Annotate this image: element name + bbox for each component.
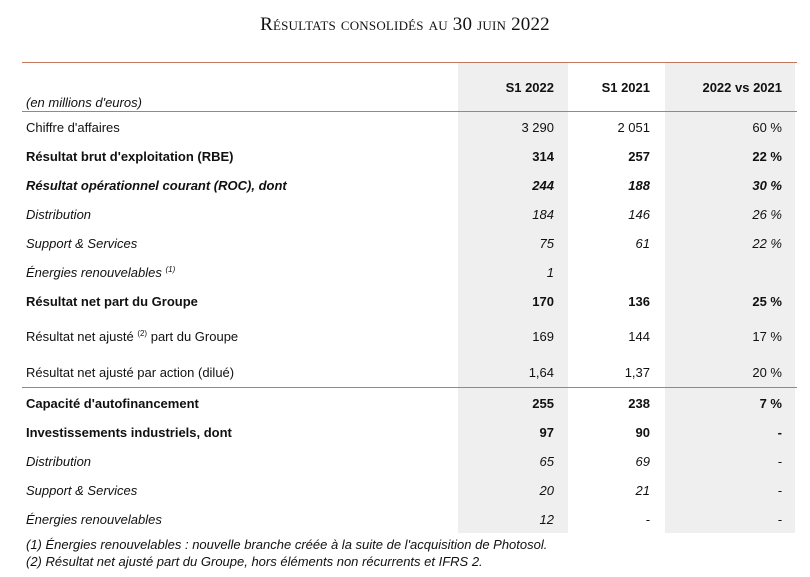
table-row bbox=[0, 233, 810, 255]
value-variation: - bbox=[777, 454, 782, 469]
value-s1-2022: 170 bbox=[532, 294, 554, 309]
value-s1-2021: 1,37 bbox=[624, 365, 650, 380]
table-row bbox=[0, 393, 810, 415]
table-row bbox=[0, 262, 810, 284]
row-label: Résultat opérationnel courant (ROC), dont bbox=[26, 178, 287, 193]
row-label: Distribution bbox=[26, 207, 92, 222]
row-label bbox=[26, 326, 238, 348]
value-s1-2022: 20 bbox=[539, 483, 554, 498]
row-label: Investissements industriels, dont bbox=[26, 425, 232, 440]
page-title: Résultats consolidés au 30 juin 2022 bbox=[260, 14, 550, 35]
value-variation: 22 % bbox=[752, 236, 782, 251]
value-s1-2021: 238 bbox=[628, 396, 650, 411]
value-variation: 17 % bbox=[752, 329, 782, 344]
value-s1-2021: 188 bbox=[628, 178, 650, 193]
value-variation: 26 % bbox=[752, 207, 782, 222]
value-s1-2022: 3 290 bbox=[521, 120, 554, 135]
row-label: Résultat net part du Groupe bbox=[26, 294, 198, 309]
value-s1-2022: 314 bbox=[532, 149, 554, 164]
table-row bbox=[0, 326, 810, 348]
value-s1-2022: 169 bbox=[532, 329, 554, 344]
value-s1-2021: 21 bbox=[635, 483, 650, 498]
row-label: Résultat net ajusté par action (dilué) bbox=[26, 365, 235, 380]
row-label: Résultat brut d'exploitation (RBE) bbox=[26, 149, 234, 164]
table-row bbox=[0, 117, 810, 139]
value-variation: 60 % bbox=[752, 120, 782, 135]
table-row bbox=[0, 175, 810, 197]
column-header-s1-2022: S1 2022 bbox=[505, 80, 554, 95]
value-s1-2022: 97 bbox=[539, 425, 554, 440]
footnote-ref: (1) bbox=[165, 265, 176, 274]
row-label-suffix: part du Groupe bbox=[150, 329, 239, 344]
footnote-ref: (2) bbox=[137, 329, 148, 338]
footnotes bbox=[26, 536, 547, 570]
column-header-variation: 2022 vs 2021 bbox=[702, 80, 782, 95]
row-label: Énergies renouvelables bbox=[26, 512, 162, 527]
value-s1-2022: 184 bbox=[532, 207, 554, 222]
value-s1-2021: 146 bbox=[628, 207, 650, 222]
value-s1-2022: 1,64 bbox=[528, 365, 554, 380]
table-row bbox=[0, 480, 810, 502]
value-s1-2022: 244 bbox=[532, 178, 554, 193]
value-variation: - bbox=[777, 512, 782, 527]
value-variation: 30 % bbox=[752, 178, 782, 193]
row-label: Distribution bbox=[26, 454, 92, 469]
value-variation: 22 % bbox=[752, 149, 782, 164]
value-s1-2021: 136 bbox=[628, 294, 650, 309]
row-label-text: Énergies renouvelables bbox=[26, 265, 162, 280]
value-variation: - bbox=[777, 483, 782, 498]
value-s1-2022: 255 bbox=[532, 396, 554, 411]
value-variation: 20 % bbox=[752, 365, 782, 380]
value-s1-2021: - bbox=[645, 512, 650, 527]
row-label: Support & Services bbox=[26, 236, 138, 251]
value-variation: - bbox=[777, 425, 782, 440]
table-row bbox=[0, 422, 810, 444]
row-label: Support & Services bbox=[26, 483, 138, 498]
row-label-text: Résultat net ajusté bbox=[26, 329, 134, 344]
value-s1-2022: 75 bbox=[539, 236, 554, 251]
value-s1-2021: 90 bbox=[635, 425, 650, 440]
value-s1-2022: 65 bbox=[539, 454, 554, 469]
row-label: Capacité d'autofinancement bbox=[26, 396, 199, 411]
row-label: Chiffre d'affaires bbox=[26, 120, 120, 135]
footnote-2: (2) Résultat net ajusté part du Groupe, hors éléments non récurrents et IFRS 2. bbox=[26, 554, 483, 569]
value-s1-2021: 257 bbox=[628, 149, 650, 164]
value-variation: 25 % bbox=[752, 294, 782, 309]
table-row bbox=[0, 509, 810, 531]
header-rule bbox=[22, 111, 797, 112]
value-s1-2021: 2 051 bbox=[617, 120, 650, 135]
row-label bbox=[26, 262, 175, 284]
unit-label: (en millions d'euros) bbox=[26, 95, 142, 110]
table-row bbox=[0, 146, 810, 168]
value-s1-2021: 61 bbox=[635, 236, 650, 251]
value-s1-2021: 69 bbox=[635, 454, 650, 469]
value-s1-2022: 12 bbox=[539, 512, 554, 527]
value-s1-2022: 1 bbox=[546, 265, 554, 280]
value-s1-2021: 144 bbox=[628, 329, 650, 344]
column-header-s1-2021: S1 2021 bbox=[601, 80, 650, 95]
footnote-1: (1) Énergies renouvelables : nouvelle branche créée à la suite de l'acquisition de Photosol. bbox=[26, 537, 548, 552]
table-row bbox=[0, 291, 810, 313]
table-row bbox=[0, 451, 810, 473]
table-row bbox=[0, 362, 810, 384]
table-row bbox=[0, 204, 810, 226]
value-variation: 7 % bbox=[759, 396, 782, 411]
section-rule bbox=[22, 387, 797, 388]
